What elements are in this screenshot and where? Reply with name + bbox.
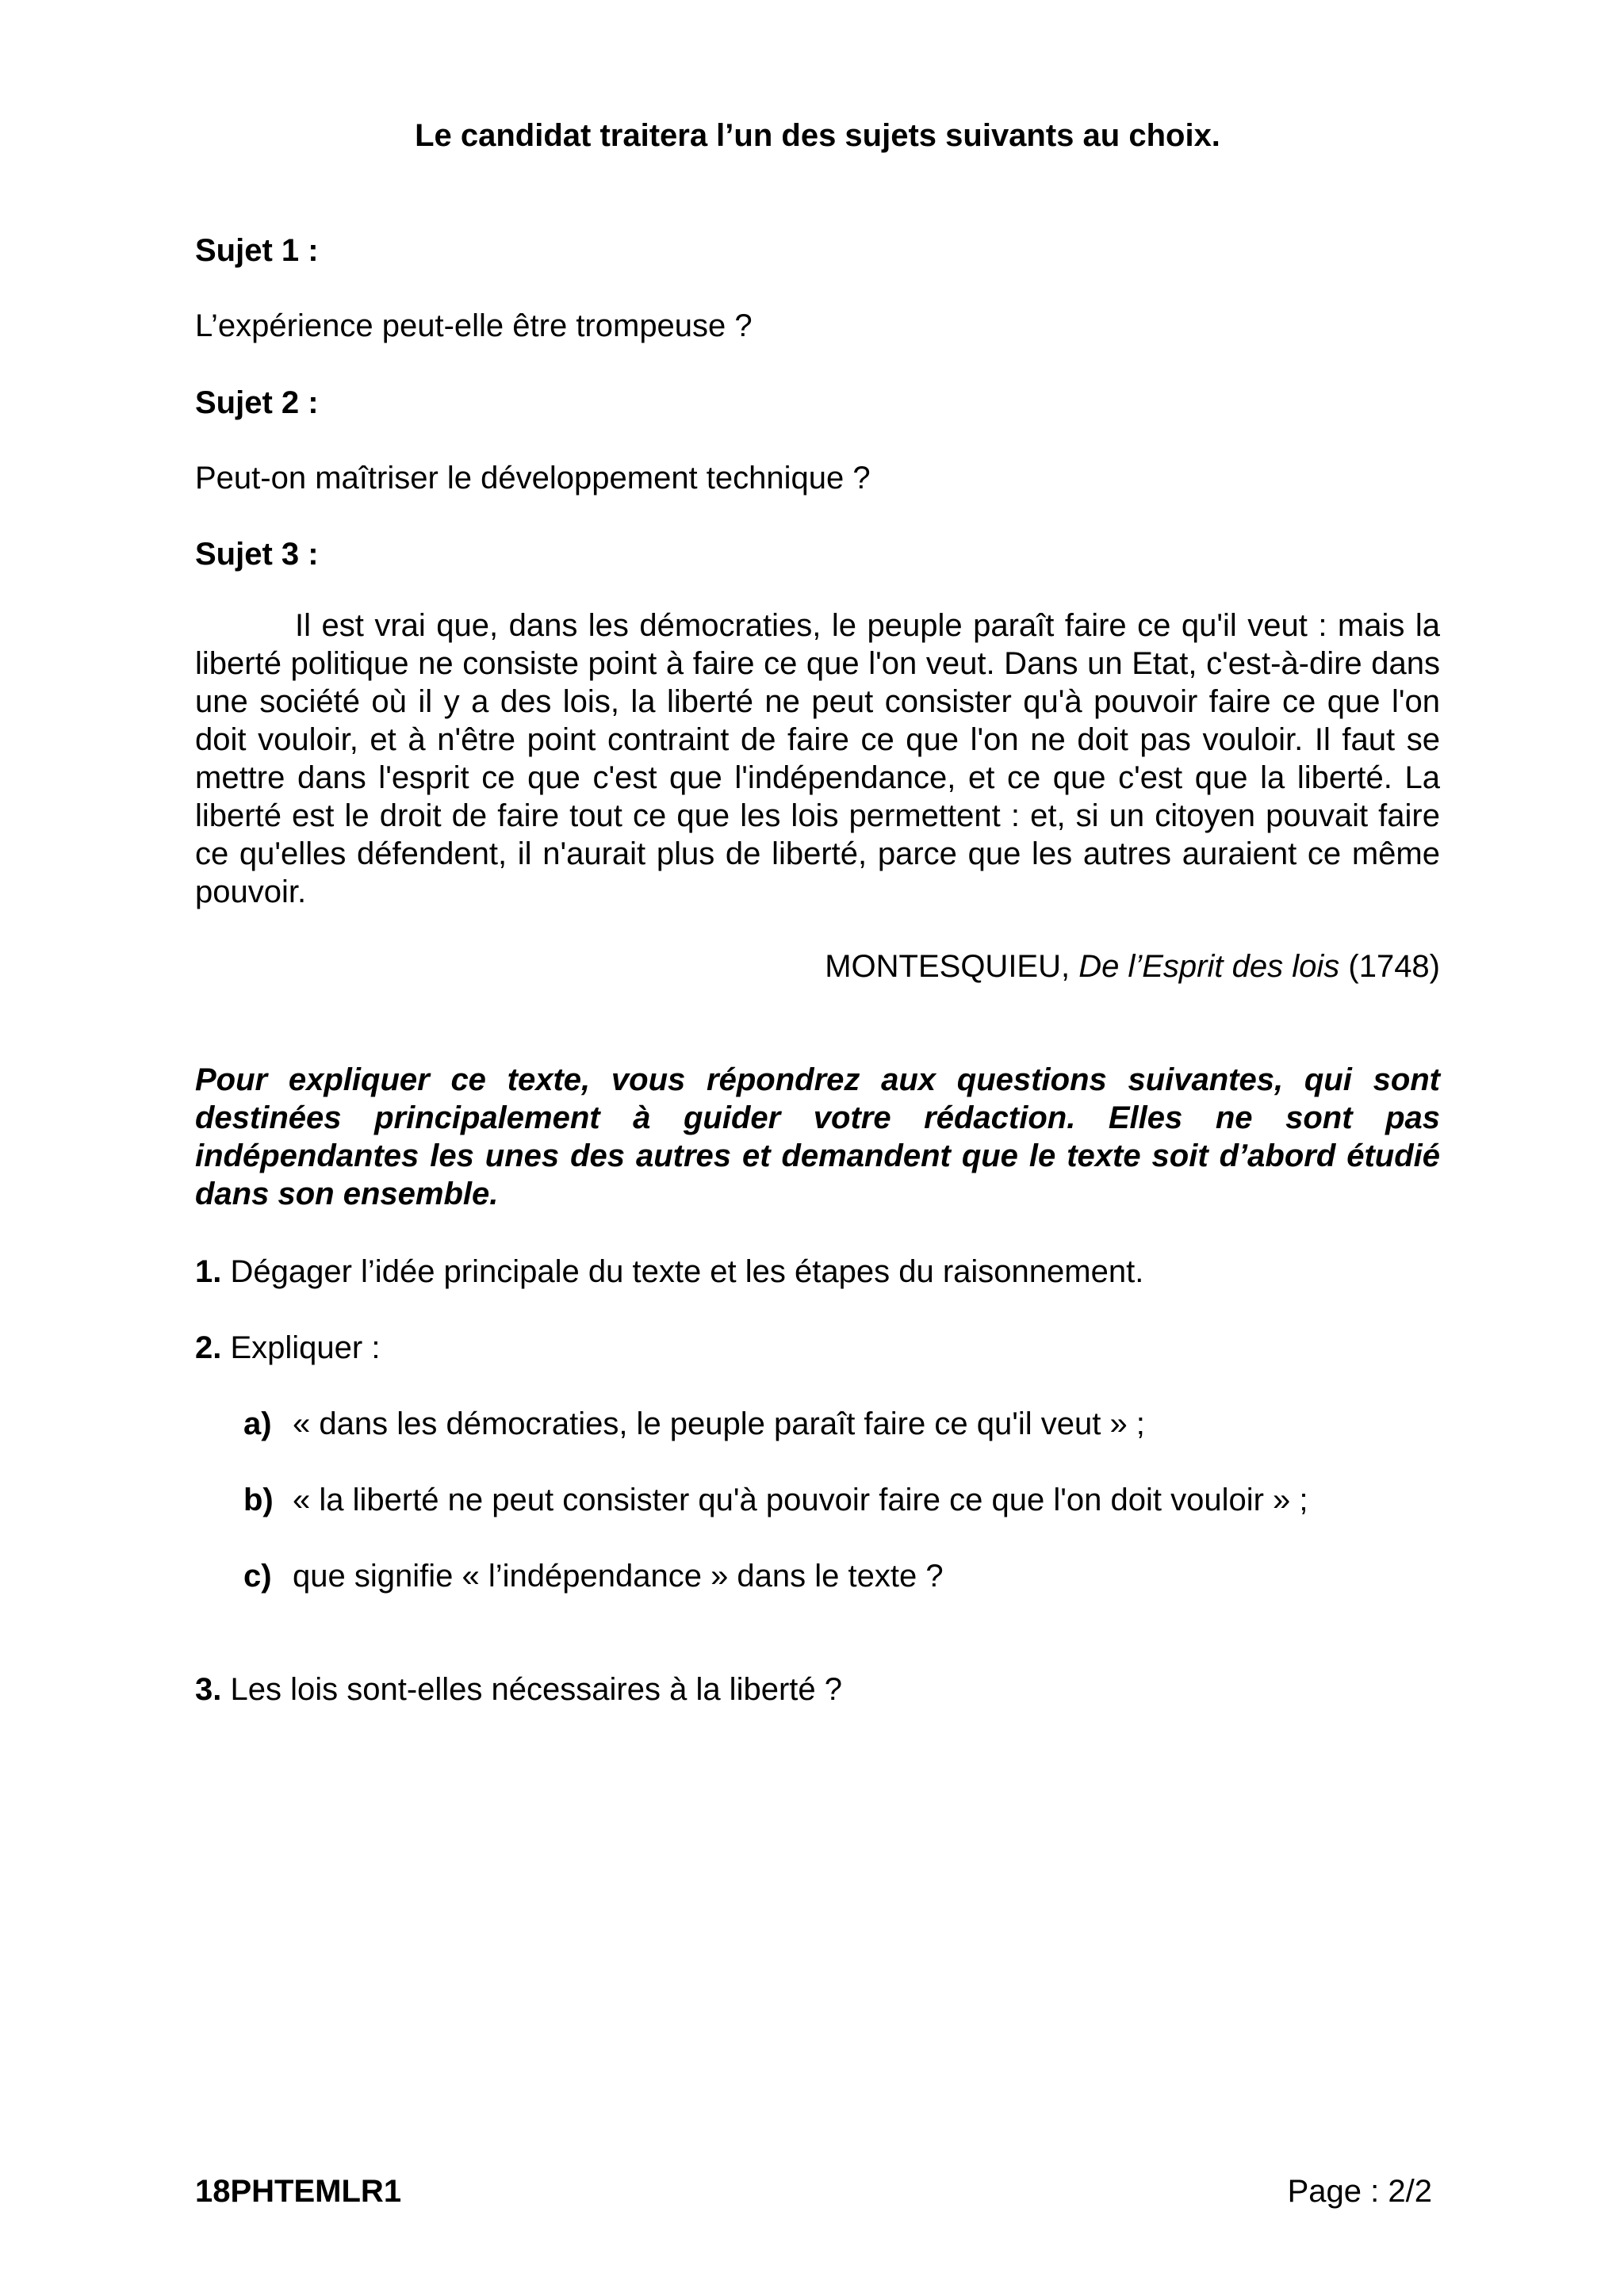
subquestion-letter: a) xyxy=(243,1406,272,1441)
question-text: Expliquer : xyxy=(230,1330,381,1365)
question-text: Les lois sont-elles nécessaires à la liberté ? xyxy=(230,1672,842,1707)
sujet-2-label: Sujet 2 : xyxy=(195,385,319,420)
author: MONTESQUIEU, xyxy=(825,949,1071,984)
sujet-1-question: L’expérience peut-elle être trompeuse ? xyxy=(195,308,753,343)
sujet-2-question: Peut-on maîtriser le développement technique ? xyxy=(195,461,871,496)
subquestion-a xyxy=(243,1405,1440,1443)
subquestion-text: que signifie « l’indépendance » dans le texte ? xyxy=(293,1559,944,1594)
document-code: 18PHTEMLR1 xyxy=(195,2174,402,2209)
question-text: Dégager l’idée principale du texte et les étapes du raisonnement. xyxy=(230,1254,1144,1289)
instructions: Pour expliquer ce texte, vous répondrez aux questions suivantes, qui sont destinées principalement à guider votre rédaction. Elles ne sont pas indépendantes les unes des autres et demandent que le texte soit d’abord étudié dans son ensemble. xyxy=(195,1062,1440,1211)
subquestion-c xyxy=(243,1557,1440,1595)
subquestion-letter: c) xyxy=(243,1559,272,1594)
work-title: De l’Esprit des lois xyxy=(1078,949,1340,984)
subquestion-text: « dans les démocraties, le peuple paraît faire ce qu'il veut » ; xyxy=(293,1406,1145,1441)
exam-page xyxy=(195,0,1440,2296)
attribution xyxy=(195,947,1440,985)
question-number: 2. xyxy=(195,1330,222,1365)
subquestion-letter: b) xyxy=(243,1483,274,1517)
subquestion-b xyxy=(243,1481,1440,1519)
question-1 xyxy=(195,1253,1440,1291)
question-2 xyxy=(195,1329,1440,1367)
sujet-1-label: Sujet 1 : xyxy=(195,233,319,268)
question-number: 3. xyxy=(195,1672,222,1707)
excerpt-text: Il est vrai que, dans les démocraties, le peuple paraît faire ce qu'il veut : mais la liberté politique ne consiste point à faire ce que l'on veut. Dans un Etat, c'est-à-dire dans une société où il y a des lois, la liberté ne peut consister qu'à pouvoir faire ce que l'on doit vouloir, et à n'être point contraint de faire ce que l'on ne doit pas vouloir. Il faut se mettre dans l'esprit ce que c'est que l'indépendance, et ce que c'est que la liberté. La liberté est le droit de faire tout ce que les lois permettent : et, si un citoyen pouvait faire ce qu'elles défendent, il n'aurait plus de liberté, parce que les autres auraient ce même pouvoir. xyxy=(195,608,1440,909)
page-number: Page : 2/2 xyxy=(1287,2174,1432,2209)
year: (1748) xyxy=(1348,949,1440,984)
page-header: Le candidat traitera l’un des sujets suivants au choix. xyxy=(415,118,1220,153)
sujet-3-label: Sujet 3 : xyxy=(195,537,319,572)
question-number: 1. xyxy=(195,1254,222,1289)
question-3 xyxy=(195,1670,1440,1709)
subquestion-text: « la liberté ne peut consister qu'à pouvoir faire ce que l'on doit vouloir » ; xyxy=(293,1483,1308,1517)
text-excerpt xyxy=(195,607,1440,911)
